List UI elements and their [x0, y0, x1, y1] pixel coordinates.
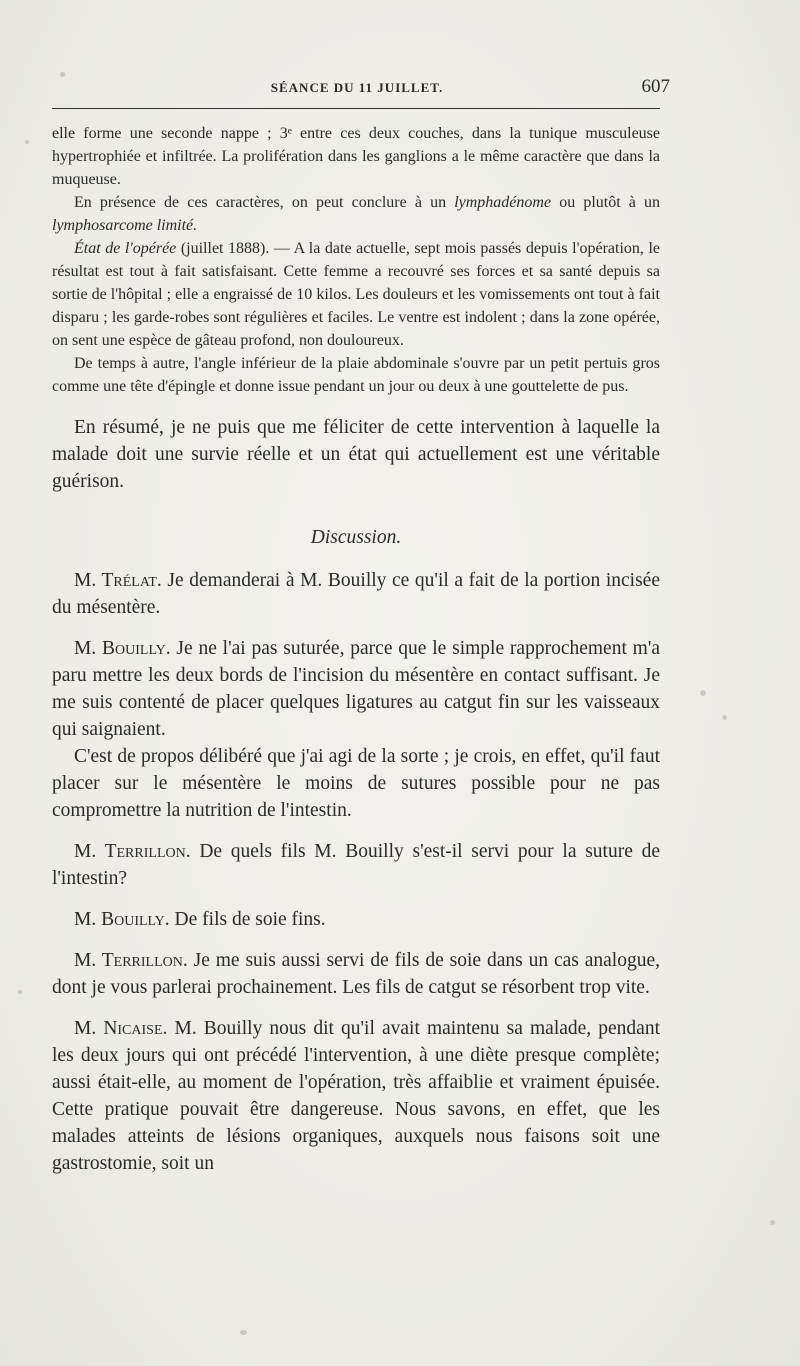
- paragraph: [52, 191, 660, 237]
- paragraph-text: elle forme une seconde nappe ; 3ᵉ entre ces deux couches, dans la tunique musculeuse hypertrophiée et infiltrée. La prolifération dans les ganglions a le même caractère que dans la muqueuse.: [52, 125, 660, 188]
- running-title: SÉANCE DU 11 JUILLET.: [270, 80, 444, 95]
- paragraph-text: (juillet 1888). — A la date actuelle, sept mois passés depuis l'opération, le résultat est tout à fait satisfaisant. Cette femme a recouvré ses forces et sa santé depuis sa sortie de l'hôpital ; elle a engraissé de 10 kilos. Les douleurs et les vomissements ont tout à fait disparu ; les garde-robes sont régulières et faciles. Le ventre est indolent ; dans la zone opérée, on sent une espèce de gâteau profond, non douloureux.: [52, 240, 660, 349]
- italic-heading: État de l'opérée: [74, 240, 177, 257]
- header-rule: [52, 108, 660, 109]
- case-report-block: [52, 122, 660, 398]
- italic-term: lymphosarcome limité.: [52, 217, 198, 234]
- paper-speck: [18, 990, 22, 994]
- paragraph-text: Je demanderai à M. Bouilly ce qu'il a fait de la portion incisée du mésentère.: [52, 570, 660, 618]
- page-header: [52, 76, 670, 100]
- paragraph-text: Je me suis aussi servi de fils de soie dans un cas analogue, dont je vous parlerai prochainement. Les fils de catgut se résorbent trop vite.: [52, 950, 660, 998]
- paragraph-text: De temps à autre, l'angle inférieur de la plaie abdominale s'ouvre par un petit pertuis gros comme une tête d'épingle et donne issue pendant un jour ou deux à une gouttelette de pus.: [52, 355, 660, 395]
- paragraph-text: C'est de propos délibéré que j'ai agi de la sorte ; je crois, en effet, qu'il faut placer sur le mésentère le moins de sutures possible pour ne pas compromettre la nutrition de l'intestin.: [52, 746, 660, 821]
- paper-speck: [25, 140, 29, 144]
- paragraph-text: De quels fils M. Bouilly s'est-il servi pour la suture de l'intestin?: [52, 841, 660, 889]
- paragraph-text: ou plutôt à un: [551, 194, 661, 211]
- discussion-paragraph: [52, 838, 660, 892]
- summary-paragraph: En résumé, je ne puis que me féliciter de cette intervention à laquelle la malade doit une survie réelle et un état qui actuellement est une véritable guérison.: [52, 417, 660, 492]
- paragraph-text: M. Bouilly nous dit qu'il avait maintenu sa malade, pendant les deux jours qui ont précédé l'intervention, à une diète presque complète; aussi était-elle, au moment de l'opération, très affaiblie et vraiment épuisée. Cette pratique pouvait être dangereuse. Nous savons, en effet, que les malades atteints de lésions organiques, auxquels nous faisons soit une gastrostomie, soit un: [52, 1018, 661, 1174]
- main-text-block: [52, 414, 660, 1177]
- paper-speck: [770, 1220, 775, 1225]
- paper-speck: [240, 1330, 247, 1335]
- discussion-paragraph: [52, 947, 660, 1001]
- paragraph: [52, 352, 660, 398]
- speaker-name: M. Nicaise.: [74, 1018, 168, 1039]
- paragraph-text: En présence de ces caractères, on peut conclure à un: [74, 194, 455, 211]
- paper-speck: [700, 690, 706, 696]
- discussion-paragraph: [52, 567, 660, 621]
- italic-term: lymphadénome: [454, 194, 552, 211]
- paper-speck: [722, 715, 727, 720]
- page-body: [52, 122, 660, 1177]
- page-number: 607: [641, 76, 670, 97]
- speaker-name: M. Bouilly.: [74, 909, 170, 930]
- speaker-name: M. Trélat.: [74, 570, 162, 591]
- speaker-name: M. Terrillon.: [74, 950, 188, 971]
- paragraph: [52, 237, 660, 352]
- speaker-name: M. Terrillon.: [74, 841, 191, 862]
- discussion-paragraph: [52, 743, 660, 824]
- discussion-paragraph: [52, 906, 660, 933]
- paragraph: [52, 122, 660, 191]
- discussion-paragraph: [52, 635, 660, 743]
- section-title: Discussion.: [310, 527, 402, 548]
- speaker-name: M. Bouilly.: [74, 638, 171, 659]
- paragraph-text: De fils de soie fins.: [169, 909, 326, 930]
- paper-speck: [60, 72, 65, 77]
- discussion-paragraph: [52, 1015, 660, 1177]
- paragraph-text: Je ne l'ai pas suturée, parce que le simple rapprochement m'a paru mettre les deux bords de l'incision du mésentère en contact suffisant. Je me suis contenté de placer quelques ligatures au catgut fin sur les vaisseaux qui saignaient.: [52, 638, 661, 740]
